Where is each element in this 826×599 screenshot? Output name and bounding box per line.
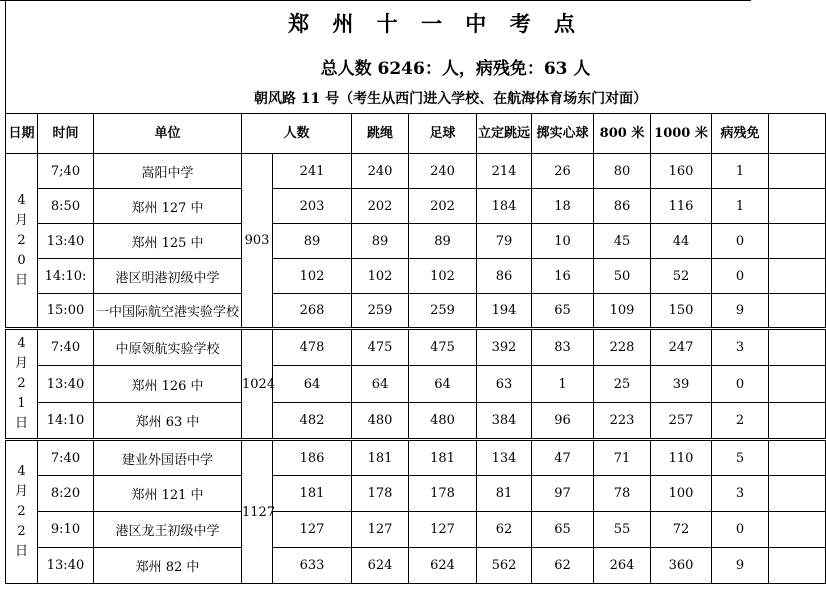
run800-cell: 50 [594,259,651,294]
run800-cell: 223 [594,403,651,440]
unit-cell: 郑州 82 中 [94,548,242,584]
unit-cell: 港区龙王初级中学 [94,512,242,548]
col-time: 时间 [38,114,94,154]
football-cell: 240 [409,154,477,189]
date-cell: 4月21日 [6,329,38,440]
football-cell: 475 [409,329,477,366]
col-count: 人数 [242,114,352,154]
site-address: 朝风路 11 号（考生从西门进入学校、在航海体育场东门对面） [253,91,648,107]
ball-throw-cell: 96 [532,403,594,440]
football-cell: 480 [409,403,477,440]
exempt-cell: 2 [712,403,769,440]
exempt-cell: 9 [712,294,769,329]
ball-throw-cell: 26 [532,154,594,189]
long-jump-cell: 81 [477,476,532,512]
unit-cell: 嵩阳中学 [94,154,242,189]
count-cell: 633 [273,548,352,584]
unit-cell: 郑州 126 中 [94,366,242,403]
run1000-cell: 116 [651,189,712,224]
day-total-cell: 903 [242,154,273,329]
day-total-cell: 1127 [242,440,273,584]
count-cell: 127 [273,512,352,548]
unit-cell: 建业外国语中学 [94,440,242,476]
table-row [6,366,826,403]
ball-throw-cell: 1 [532,366,594,403]
unit-cell: 郑州 63 中 [94,403,242,440]
table-row [6,189,826,224]
time-cell: 13:40 [38,366,94,403]
exempt-cell: 1 [712,154,769,189]
col-1000m: 1000 米 [651,114,712,154]
col-rope: 跳绳 [352,114,409,154]
page-title: 郑 州 十 一 中 考 点 [288,11,583,36]
run800-cell: 80 [594,154,651,189]
col-unit: 单位 [94,114,242,154]
football-cell: 102 [409,259,477,294]
exempt-cell: 0 [712,224,769,259]
table-row [6,329,826,366]
count-cell: 186 [273,440,352,476]
run1000-cell: 52 [651,259,712,294]
ball-throw-cell: 47 [532,440,594,476]
long-jump-cell: 214 [477,154,532,189]
rope-cell: 181 [352,440,409,476]
extra-cell [769,259,826,294]
run1000-cell: 110 [651,440,712,476]
run800-cell: 86 [594,189,651,224]
unit-cell: 郑州 121 中 [94,476,242,512]
run800-cell: 78 [594,476,651,512]
col-long-jump: 立定跳远 [477,114,532,154]
unit-cell: 港区明港初级中学 [94,259,242,294]
football-cell: 259 [409,294,477,329]
unit-cell: 郑州 127 中 [94,189,242,224]
time-cell: 15:00 [38,294,94,329]
football-cell: 624 [409,548,477,584]
unit-cell: 中原领航实验学校 [94,329,242,366]
extra-cell [769,154,826,189]
unit-cell: 郑州 125 中 [94,224,242,259]
run800-cell: 264 [594,548,651,584]
run1000-cell: 100 [651,476,712,512]
ball-throw-cell: 10 [532,224,594,259]
run1000-cell: 44 [651,224,712,259]
count-cell: 482 [273,403,352,440]
long-jump-cell: 79 [477,224,532,259]
time-cell: 7;40 [38,154,94,189]
exempt-cell: 9 [712,548,769,584]
day-total-cell: 1024 [242,329,273,440]
count-cell: 102 [273,259,352,294]
long-jump-cell: 392 [477,329,532,366]
col-date: 日期 [6,114,38,154]
time-cell: 8:20 [38,476,94,512]
long-jump-cell: 194 [477,294,532,329]
col-football: 足球 [409,114,477,154]
ball-throw-cell: 97 [532,476,594,512]
col-800m: 800 米 [594,114,651,154]
table-body [6,154,826,584]
top-border [0,0,751,1]
table-row [6,403,826,440]
run1000-cell: 247 [651,329,712,366]
time-cell: 7:40 [38,440,94,476]
time-cell: 13:40 [38,224,94,259]
exempt-cell: 3 [712,329,769,366]
rope-cell: 624 [352,548,409,584]
exempt-cell: 0 [712,512,769,548]
rope-cell: 102 [352,259,409,294]
long-jump-cell: 86 [477,259,532,294]
table-row [6,476,826,512]
count-cell: 241 [273,154,352,189]
ball-throw-cell: 16 [532,259,594,294]
rope-cell: 259 [352,294,409,329]
time-cell: 14:10 [38,403,94,440]
count-cell: 268 [273,294,352,329]
run1000-cell: 257 [651,403,712,440]
football-cell: 127 [409,512,477,548]
extra-cell [769,403,826,440]
count-cell: 89 [273,224,352,259]
rope-cell: 178 [352,476,409,512]
rope-cell: 202 [352,189,409,224]
date-cell: 4月20日 [6,154,38,329]
run800-cell: 109 [594,294,651,329]
table-row [6,440,826,476]
schedule-table [5,113,826,584]
rope-cell: 89 [352,224,409,259]
col-exempt: 病残免 [712,114,769,154]
exempt-cell: 3 [712,476,769,512]
table-row [6,294,826,329]
long-jump-cell: 562 [477,548,532,584]
col-ball-throw: 掷实心球 [532,114,594,154]
count-cell: 203 [273,189,352,224]
exempt-cell: 1 [712,189,769,224]
table-row [6,224,826,259]
run1000-cell: 72 [651,512,712,548]
ball-throw-cell: 65 [532,512,594,548]
time-cell: 9:10 [38,512,94,548]
football-cell: 178 [409,476,477,512]
long-jump-cell: 184 [477,189,532,224]
extra-cell [769,294,826,329]
table-row [6,512,826,548]
run800-cell: 228 [594,329,651,366]
long-jump-cell: 62 [477,512,532,548]
time-cell: 13:40 [38,548,94,584]
exam-site-header [0,0,751,113]
exempt-cell: 0 [712,259,769,294]
extra-cell [769,512,826,548]
count-cell: 478 [273,329,352,366]
run1000-cell: 360 [651,548,712,584]
extra-cell [769,189,826,224]
run1000-cell: 150 [651,294,712,329]
time-cell: 7:40 [38,329,94,366]
ball-throw-cell: 62 [532,548,594,584]
count-cell: 181 [273,476,352,512]
extra-cell [769,224,826,259]
extra-cell [769,329,826,366]
ball-throw-cell: 65 [532,294,594,329]
time-cell: 8:50 [38,189,94,224]
long-jump-cell: 384 [477,403,532,440]
table-row [6,259,826,294]
time-cell: 14:10: [38,259,94,294]
football-cell: 181 [409,440,477,476]
long-jump-cell: 134 [477,440,532,476]
table-row [6,154,826,189]
total-summary: 总人数 6246：人，病残免：63 人 [320,59,591,79]
extra-cell [769,440,826,476]
rope-cell: 64 [352,366,409,403]
table-row [6,548,826,584]
extra-cell [769,548,826,584]
count-cell: 64 [273,366,352,403]
ball-throw-cell: 83 [532,329,594,366]
football-cell: 202 [409,189,477,224]
run1000-cell: 39 [651,366,712,403]
rope-cell: 475 [352,329,409,366]
extra-cell [769,476,826,512]
exempt-cell: 5 [712,440,769,476]
unit-cell: 一中国际航空港实验学校 [94,294,242,329]
run800-cell: 55 [594,512,651,548]
col-extra [769,114,826,154]
rope-cell: 480 [352,403,409,440]
rope-cell: 127 [352,512,409,548]
run800-cell: 71 [594,440,651,476]
exempt-cell: 0 [712,366,769,403]
column-header-row [6,114,826,154]
long-jump-cell: 63 [477,366,532,403]
run800-cell: 45 [594,224,651,259]
date-cell: 4月22日 [6,440,38,584]
rope-cell: 240 [352,154,409,189]
extra-cell [769,366,826,403]
ball-throw-cell: 18 [532,189,594,224]
run1000-cell: 160 [651,154,712,189]
football-cell: 64 [409,366,477,403]
football-cell: 89 [409,224,477,259]
run800-cell: 25 [594,366,651,403]
